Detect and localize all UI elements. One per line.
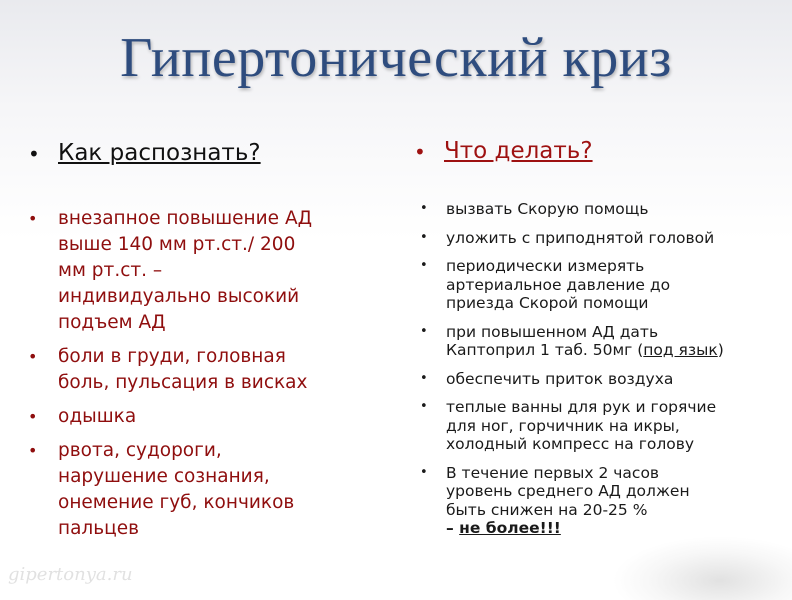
symptom-line: боли в груди, головная [58,346,286,367]
action-item [414,398,786,454]
bullet-icon: • [420,370,428,386]
symptom-line: индивидуально высокий [58,286,300,307]
action-line: быть снижен на 20-25 % [446,500,648,519]
action-line: обеспечить приток воздуха [446,369,674,388]
smudge-mark [612,536,792,600]
watermark: gipertonya.ru [8,564,133,585]
symptom-line: нарушение сознания, [58,466,270,487]
bullet-icon: • [414,140,426,164]
action-line: при повышенном АД дать [446,322,659,341]
symptom-item [28,206,408,336]
action-heading [414,138,786,164]
action-line: вызвать Скорую помощь [446,200,649,218]
action-line: уложить с приподнятой головой [446,228,715,247]
action-item [414,370,786,389]
symptom-line: пальцев [58,518,140,539]
bullet-icon: • [420,229,428,245]
bullet-icon: • [420,323,428,339]
action-line: артериальное давление до [446,275,671,294]
symptom-line: мм рт.ст. – [58,260,163,281]
symptom-line: внезапное повышение АД [58,208,313,229]
action-line: уровень среднего АД должен [446,482,690,500]
bullet-icon: • [28,407,38,426]
bullet-icon: • [28,347,38,366]
action-column [414,138,786,548]
symptom-list [28,206,408,542]
symptom-item [28,438,408,542]
action-line: холодный компресс на голову [446,435,695,453]
bullet-icon: • [28,441,38,460]
bullet-icon: • [420,201,428,216]
no-more-note: не более!!! [459,519,561,537]
action-item [414,323,786,360]
action-item [414,200,786,219]
action-line: периодически измерять [446,257,645,275]
bullet-icon: • [420,399,428,414]
action-item [414,257,786,313]
action-list [414,200,786,538]
action-line-suffix: ) [717,341,724,359]
symptom-item [28,404,408,430]
symptom-line: боль, пульсация в висках [58,372,308,393]
bullet-icon: • [420,258,428,273]
action-line: приезда Скорой помощи [446,294,649,312]
symptom-line: подъем АД [58,312,166,333]
action-heading-label: Что делать? [444,138,593,164]
symptom-line: одышка [58,406,137,427]
symptom-line: выше 140 мм рт.ст./ 200 [58,234,296,255]
action-line: В течение первых 2 часов [446,463,660,482]
action-line [446,341,786,360]
action-line-text: Каптоприл 1 таб. 50мг ( [446,341,644,359]
bullet-icon: • [28,142,40,166]
action-line: теплые ванны для рук и горячие [446,398,717,416]
symptom-item [28,344,408,396]
bullet-icon: • [28,209,38,228]
recognize-heading [28,140,408,166]
recognize-column [28,140,408,550]
bullet-icon: • [420,464,428,480]
recognize-heading-label: Как распознать? [58,140,261,166]
under-tongue-note: под язык [643,341,718,359]
action-item [414,464,786,538]
action-line-prefix: – [446,519,460,537]
action-line: для ног, горчичник на икры, [446,416,680,435]
symptom-line: онемение губ, кончиков [58,492,295,513]
action-line [446,519,786,538]
symptom-line: рвота, судороги, [58,440,222,461]
action-item [414,229,786,248]
slide-title: Гипертонический криз [120,27,672,89]
